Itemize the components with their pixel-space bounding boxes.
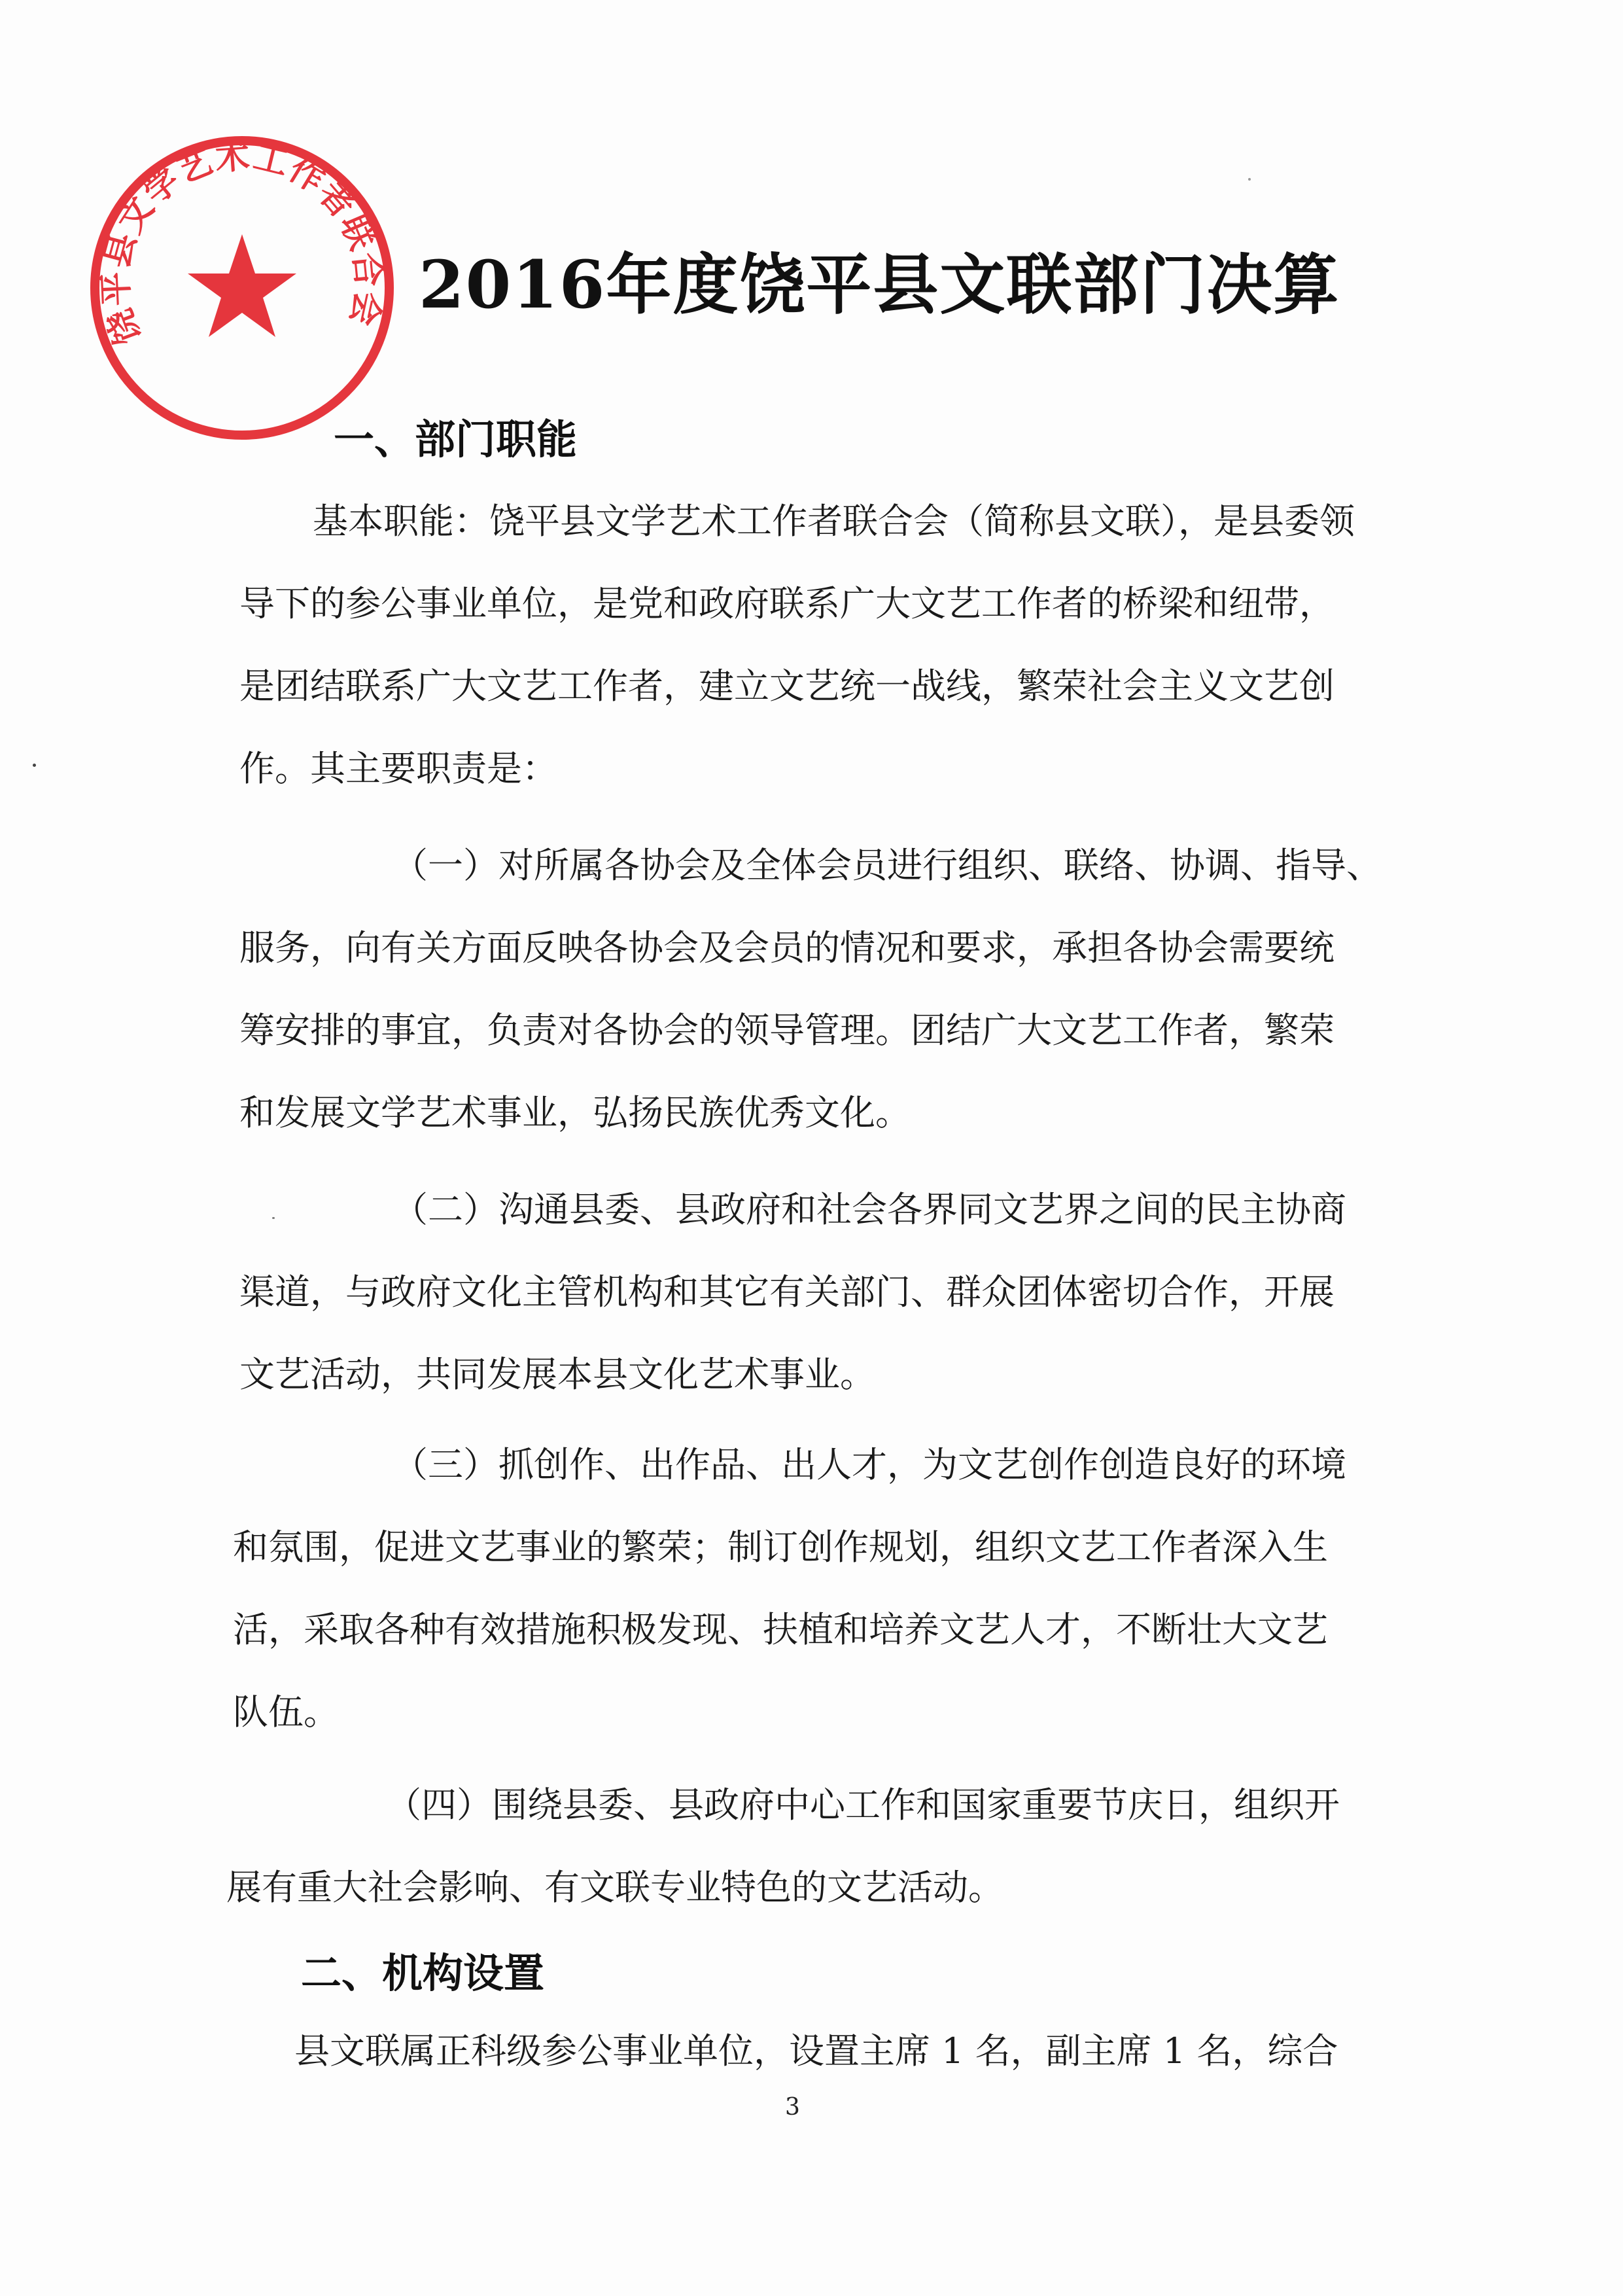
- paragraph-line: 渠道，与政府文化主管机构和其它有关部门、群众团体密切合作，开展: [239, 1271, 1335, 1313]
- scan-speck: [272, 1217, 275, 1219]
- page-number: 3: [785, 2094, 800, 2121]
- paragraph-line: 县文联属正科级参公事业单位，设置主席 1 名，副主席 1 名，综合: [294, 2030, 1338, 2072]
- paragraph-line: 和发展文学艺术事业，弘扬民族优秀文化。: [239, 1092, 911, 1133]
- paragraph-line: 服务，向有关方面反映各协会及会员的情况和要求，承担各协会需要统: [239, 927, 1335, 968]
- paragraph-line: （四）围绕县委、县政府中心工作和国家重要节庆日，组织开: [386, 1784, 1340, 1826]
- paragraph-line: 导下的参公事业单位，是党和政府联系广大文艺工作者的桥梁和纽带，: [239, 583, 1335, 624]
- paragraph-line: 文艺活动，共同发展本县文化艺术事业。: [239, 1354, 875, 1395]
- seal-inscription: 饶平县文学艺术工作者联合会: [96, 135, 389, 350]
- paragraph-line: （一）对所属各协会及全体会员进行组织、联络、协调、指导、: [393, 845, 1382, 886]
- paragraph-line: 作。其主要职责是：: [239, 748, 557, 789]
- section-heading-organization: 二、机构设置: [301, 1949, 545, 1997]
- paragraph-line: 活，采取各种有效措施积极发现、扶植和培养文艺人才，不断壮大文艺: [233, 1609, 1328, 1650]
- scan-speck: [33, 764, 36, 767]
- scan-speck: [1248, 178, 1251, 181]
- paragraph-line: 是团结联系广大文艺工作者，建立文艺统一战线，繁荣社会主义文艺创: [239, 665, 1335, 707]
- star-icon: [188, 234, 296, 337]
- paragraph-line: 和氛围，促进文艺事业的繁荣；制订创作规划，组织文艺工作者深入生: [233, 1527, 1328, 1568]
- paragraph-line: 展有重大社会影响、有文联专业特色的文艺活动。: [226, 1867, 1003, 1908]
- official-seal-stamp: [85, 131, 399, 445]
- section-heading-department-function: 一、部门职能: [334, 415, 578, 463]
- document-title: 2016年度饶平县文联部门决算: [419, 246, 1340, 323]
- paragraph-line: 队伍。: [233, 1691, 339, 1733]
- paragraph-line: （二）沟通县委、县政府和社会各界同文艺界之间的民主协商: [393, 1189, 1346, 1230]
- paragraph-line: （三）抓创作、出作品、出人才，为文艺创作创造良好的环境: [393, 1444, 1346, 1485]
- paragraph-line: 筹安排的事宜，负责对各协会的领导管理。团结广大文艺工作者，繁荣: [239, 1010, 1335, 1051]
- paragraph-line: 基本职能：饶平县文学艺术工作者联合会（简称县文联），是县委领: [313, 501, 1355, 542]
